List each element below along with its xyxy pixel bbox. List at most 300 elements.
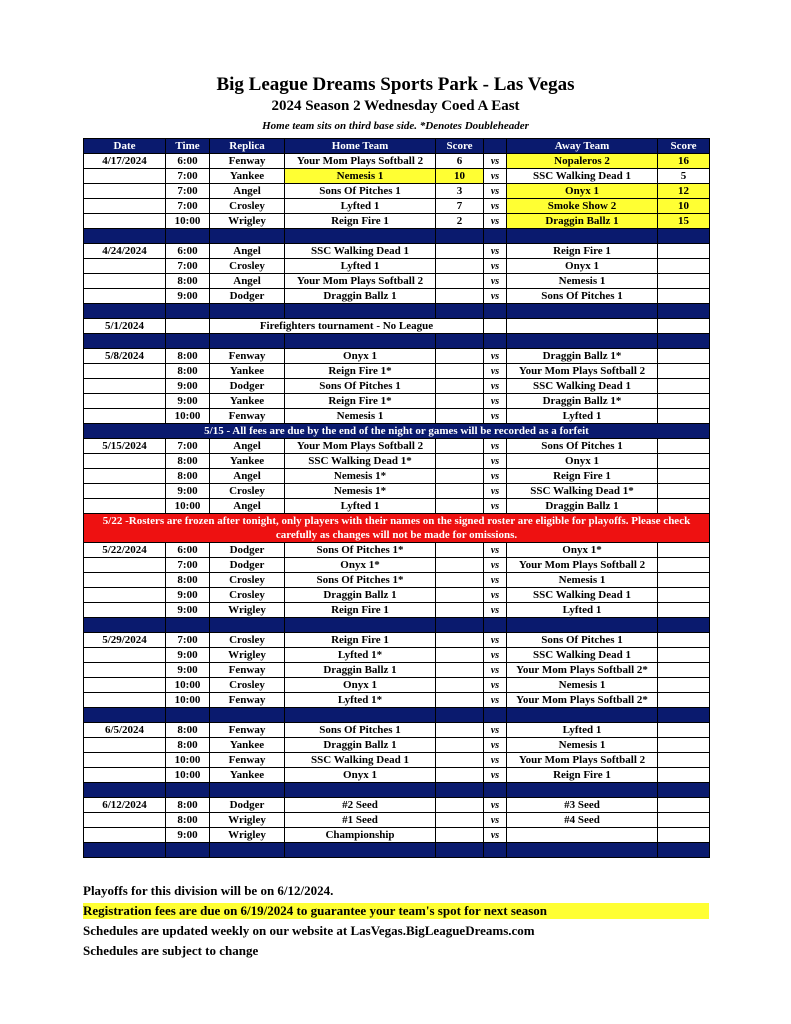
week-date: 5/1/2024 [84, 319, 166, 334]
vs-label: vs [484, 573, 507, 588]
game-time: 9:00 [166, 588, 210, 603]
game-field: Angel [210, 469, 285, 484]
separator-cell [484, 229, 507, 244]
home-score [436, 259, 484, 274]
empty-cell [166, 319, 210, 334]
table-row [84, 184, 710, 199]
header-replica: Replica [210, 139, 285, 154]
separator-cell [84, 304, 166, 319]
week-date: 6/5/2024 [84, 723, 166, 738]
away-score [658, 409, 710, 424]
home-score [436, 588, 484, 603]
away-team: Draggin Ballz 1 [507, 214, 658, 229]
footer-website: Schedules are updated weekly on our website at LasVegas.BigLeagueDreams.com [83, 923, 535, 938]
game-field: Wrigley [210, 648, 285, 663]
home-score [436, 723, 484, 738]
game-time: 7:00 [166, 169, 210, 184]
separator-cell [210, 708, 285, 723]
table-row [84, 319, 710, 334]
separator-cell [84, 783, 166, 798]
game-time: 10:00 [166, 214, 210, 229]
separator-cell [507, 618, 658, 633]
footer-playoffs: Playoffs for this division will be on 6/12/2024. [83, 883, 334, 898]
header-away-score: Score [658, 139, 710, 154]
game-time: 10:00 [166, 753, 210, 768]
week-date [84, 648, 166, 663]
game-field: Wrigley [210, 214, 285, 229]
vs-label: vs [484, 349, 507, 364]
separator-cell [658, 843, 710, 858]
header-vs [484, 139, 507, 154]
roster-freeze-banner-row [84, 514, 710, 543]
table-row [84, 469, 710, 484]
game-time: 8:00 [166, 738, 210, 753]
game-time: 7:00 [166, 439, 210, 454]
home-team: Onyx 1 [285, 349, 436, 364]
vs-label: vs [484, 274, 507, 289]
away-team: Draggin Ballz 1* [507, 349, 658, 364]
away-team: Nemesis 1 [507, 274, 658, 289]
vs-label: vs [484, 633, 507, 648]
away-score [658, 813, 710, 828]
game-field: Angel [210, 274, 285, 289]
home-team: Lyfted 1 [285, 199, 436, 214]
separator-cell [166, 229, 210, 244]
away-score [658, 573, 710, 588]
game-field: Angel [210, 184, 285, 199]
header-away-team: Away Team [507, 139, 658, 154]
home-team: Your Mom Plays Softball 2 [285, 274, 436, 289]
away-team: #3 Seed [507, 798, 658, 813]
away-score [658, 603, 710, 618]
game-field: Yankee [210, 394, 285, 409]
separator-row [84, 304, 710, 319]
game-field: Fenway [210, 753, 285, 768]
away-score [658, 454, 710, 469]
home-team: Onyx 1 [285, 678, 436, 693]
game-time: 7:00 [166, 633, 210, 648]
table-row [84, 573, 710, 588]
schedule-note: Home team sits on third base side. *Denotes Doubleheader [262, 120, 529, 132]
table-row [84, 244, 710, 259]
away-score [658, 289, 710, 304]
home-score [436, 813, 484, 828]
home-score [436, 798, 484, 813]
vs-label: vs [484, 244, 507, 259]
game-time: 10:00 [166, 693, 210, 708]
game-field: Fenway [210, 154, 285, 169]
away-score [658, 558, 710, 573]
home-score [436, 633, 484, 648]
footer-registration: Registration fees are due on 6/19/2024 to guarantee your team's spot for next season [83, 903, 709, 919]
week-notice: Firefighters tournament - No League [210, 319, 484, 334]
game-field: Crosley [210, 573, 285, 588]
away-team: Lyfted 1 [507, 723, 658, 738]
separator-cell [436, 708, 484, 723]
vs-label: vs [484, 663, 507, 678]
home-team: SSC Walking Dead 1* [285, 454, 436, 469]
vs-label: vs [484, 798, 507, 813]
roster-freeze-banner: 5/22 -Rosters are frozen after tonight, only players with their names on the signed roster are eligible for playoffs. Please check carefully as changes will not be made for omissions. [84, 514, 710, 543]
away-score [658, 588, 710, 603]
separator-cell [210, 843, 285, 858]
vs-label: vs [484, 259, 507, 274]
schedule-table [83, 138, 710, 858]
week-date [84, 558, 166, 573]
vs-label: vs [484, 184, 507, 199]
game-field: Dodger [210, 289, 285, 304]
game-time: 9:00 [166, 394, 210, 409]
game-field: Dodger [210, 558, 285, 573]
game-time: 7:00 [166, 558, 210, 573]
game-time: 6:00 [166, 543, 210, 558]
table-row [84, 214, 710, 229]
home-score [436, 274, 484, 289]
table-header-row [84, 139, 710, 154]
away-team: Reign Fire 1 [507, 469, 658, 484]
home-score [436, 693, 484, 708]
away-team: Nemesis 1 [507, 738, 658, 753]
table-row [84, 349, 710, 364]
vs-label: vs [484, 199, 507, 214]
away-team: SSC Walking Dead 1 [507, 169, 658, 184]
week-date [84, 289, 166, 304]
game-field: Yankee [210, 738, 285, 753]
away-score [658, 648, 710, 663]
separator-cell [285, 304, 436, 319]
vs-label: vs [484, 768, 507, 783]
footer-subject: Schedules are subject to change [83, 943, 259, 958]
week-date: 4/17/2024 [84, 154, 166, 169]
away-team: Lyfted 1 [507, 603, 658, 618]
home-score [436, 753, 484, 768]
home-score [436, 379, 484, 394]
game-time: 9:00 [166, 379, 210, 394]
week-date [84, 394, 166, 409]
separator-cell [285, 229, 436, 244]
week-date: 4/24/2024 [84, 244, 166, 259]
vs-label: vs [484, 379, 507, 394]
game-field: Fenway [210, 349, 285, 364]
separator-cell [658, 334, 710, 349]
separator-cell [166, 843, 210, 858]
game-time: 6:00 [166, 154, 210, 169]
separator-cell [484, 334, 507, 349]
away-team: Smoke Show 2 [507, 199, 658, 214]
home-team: Reign Fire 1* [285, 364, 436, 379]
vs-label: vs [484, 394, 507, 409]
away-score [658, 379, 710, 394]
table-row [84, 753, 710, 768]
home-score [436, 289, 484, 304]
table-row [84, 543, 710, 558]
table-row [84, 693, 710, 708]
vs-label: vs [484, 603, 507, 618]
home-score [436, 648, 484, 663]
table-row [84, 499, 710, 514]
separator-cell [210, 229, 285, 244]
week-date [84, 573, 166, 588]
separator-cell [484, 708, 507, 723]
home-score [436, 828, 484, 843]
week-date [84, 603, 166, 618]
table-row [84, 558, 710, 573]
home-team: SSC Walking Dead 1 [285, 753, 436, 768]
home-score [436, 573, 484, 588]
home-team: #1 Seed [285, 813, 436, 828]
week-date [84, 409, 166, 424]
home-score [436, 543, 484, 558]
table-row [84, 768, 710, 783]
game-time: 10:00 [166, 499, 210, 514]
table-row [84, 738, 710, 753]
game-time: 10:00 [166, 678, 210, 693]
home-team: Lyfted 1* [285, 648, 436, 663]
table-row [84, 439, 710, 454]
separator-cell [436, 618, 484, 633]
game-time: 6:00 [166, 244, 210, 259]
home-score [436, 469, 484, 484]
away-team: #4 Seed [507, 813, 658, 828]
away-score [658, 394, 710, 409]
away-team: Sons Of Pitches 1 [507, 439, 658, 454]
game-field: Angel [210, 244, 285, 259]
away-score [658, 723, 710, 738]
table-row [84, 648, 710, 663]
away-score [658, 828, 710, 843]
table-row [84, 813, 710, 828]
week-date [84, 169, 166, 184]
fees-banner: 5/15 - All fees are due by the end of the night or games will be recorded as a forfeit [84, 424, 710, 439]
week-date [84, 499, 166, 514]
home-team: SSC Walking Dead 1 [285, 244, 436, 259]
game-field: Wrigley [210, 828, 285, 843]
separator-cell [484, 618, 507, 633]
home-team: Sons Of Pitches 1 [285, 184, 436, 199]
away-team: Onyx 1 [507, 184, 658, 199]
week-date [84, 813, 166, 828]
home-team: Championship [285, 828, 436, 843]
header-time: Time [166, 139, 210, 154]
separator-cell [658, 618, 710, 633]
home-team: Lyfted 1* [285, 693, 436, 708]
vs-label: vs [484, 648, 507, 663]
away-score [658, 364, 710, 379]
game-time: 9:00 [166, 828, 210, 843]
away-score: 12 [658, 184, 710, 199]
home-team: Nemesis 1* [285, 484, 436, 499]
away-team: Sons Of Pitches 1 [507, 289, 658, 304]
game-field: Yankee [210, 768, 285, 783]
separator-cell [658, 229, 710, 244]
home-score: 10 [436, 169, 484, 184]
away-score [658, 499, 710, 514]
separator-cell [507, 334, 658, 349]
table-row [84, 633, 710, 648]
away-score [658, 484, 710, 499]
home-score [436, 454, 484, 469]
table-row [84, 409, 710, 424]
vs-label: vs [484, 154, 507, 169]
week-date [84, 364, 166, 379]
fees-banner-row [84, 424, 710, 439]
week-date [84, 379, 166, 394]
vs-label: vs [484, 558, 507, 573]
home-score [436, 244, 484, 259]
away-team: SSC Walking Dead 1 [507, 648, 658, 663]
table-row [84, 394, 710, 409]
game-time: 7:00 [166, 184, 210, 199]
separator-cell [84, 708, 166, 723]
game-field: Crosley [210, 588, 285, 603]
game-time: 8:00 [166, 364, 210, 379]
away-team: Reign Fire 1 [507, 768, 658, 783]
away-score [658, 633, 710, 648]
game-time: 9:00 [166, 484, 210, 499]
home-score: 6 [436, 154, 484, 169]
away-score [658, 798, 710, 813]
game-field: Crosley [210, 633, 285, 648]
home-team: Reign Fire 1* [285, 394, 436, 409]
vs-label: vs [484, 813, 507, 828]
away-team: Your Mom Plays Softball 2 [507, 753, 658, 768]
separator-cell [436, 334, 484, 349]
separator-cell [507, 304, 658, 319]
empty-cell [484, 319, 507, 334]
game-time: 8:00 [166, 454, 210, 469]
separator-cell [484, 843, 507, 858]
page-subtitle: 2024 Season 2 Wednesday Coed A East [271, 98, 520, 114]
table-row [84, 678, 710, 693]
home-team: Draggin Ballz 1 [285, 289, 436, 304]
table-row [84, 169, 710, 184]
separator-cell [285, 334, 436, 349]
home-score [436, 394, 484, 409]
home-score [436, 663, 484, 678]
separator-cell [84, 618, 166, 633]
home-team: Reign Fire 1 [285, 633, 436, 648]
game-field: Crosley [210, 199, 285, 214]
away-team: Nemesis 1 [507, 678, 658, 693]
game-time: 9:00 [166, 289, 210, 304]
home-team: Onyx 1 [285, 768, 436, 783]
away-team: Onyx 1* [507, 543, 658, 558]
away-score [658, 439, 710, 454]
home-team: Sons Of Pitches 1* [285, 543, 436, 558]
game-field: Dodger [210, 543, 285, 558]
separator-row [84, 334, 710, 349]
vs-label: vs [484, 364, 507, 379]
table-row [84, 588, 710, 603]
header-home-score: Score [436, 139, 484, 154]
separator-cell [436, 783, 484, 798]
away-score [658, 469, 710, 484]
game-field: Yankee [210, 364, 285, 379]
home-team: Nemesis 1* [285, 469, 436, 484]
separator-cell [484, 304, 507, 319]
game-time: 8:00 [166, 813, 210, 828]
separator-cell [507, 783, 658, 798]
away-team: Your Mom Plays Softball 2 [507, 364, 658, 379]
away-team: Onyx 1 [507, 259, 658, 274]
home-team: Sons Of Pitches 1 [285, 723, 436, 738]
game-field: Wrigley [210, 813, 285, 828]
vs-label: vs [484, 588, 507, 603]
game-field: Dodger [210, 798, 285, 813]
separator-cell [436, 843, 484, 858]
away-team: Nopaleros 2 [507, 154, 658, 169]
game-field: Fenway [210, 663, 285, 678]
table-row [84, 364, 710, 379]
week-date [84, 768, 166, 783]
home-team: Draggin Ballz 1 [285, 738, 436, 753]
game-time: 8:00 [166, 349, 210, 364]
week-date [84, 693, 166, 708]
away-score [658, 349, 710, 364]
separator-row [84, 708, 710, 723]
away-team: Sons Of Pitches 1 [507, 633, 658, 648]
table-row [84, 199, 710, 214]
away-team: SSC Walking Dead 1 [507, 379, 658, 394]
away-team: Your Mom Plays Softball 2* [507, 693, 658, 708]
vs-label: vs [484, 439, 507, 454]
game-time: 8:00 [166, 274, 210, 289]
separator-cell [658, 783, 710, 798]
separator-cell [484, 783, 507, 798]
table-row [84, 379, 710, 394]
separator-row [84, 618, 710, 633]
game-time: 10:00 [166, 768, 210, 783]
separator-cell [436, 229, 484, 244]
home-score [436, 768, 484, 783]
table-row [84, 723, 710, 738]
separator-row [84, 843, 710, 858]
vs-label: vs [484, 693, 507, 708]
table-row [84, 663, 710, 678]
separator-cell [210, 334, 285, 349]
vs-label: vs [484, 678, 507, 693]
home-team: Reign Fire 1 [285, 214, 436, 229]
home-score [436, 439, 484, 454]
game-time: 9:00 [166, 663, 210, 678]
game-time: 9:00 [166, 648, 210, 663]
away-team: Draggin Ballz 1* [507, 394, 658, 409]
week-date [84, 184, 166, 199]
game-field: Fenway [210, 723, 285, 738]
week-date [84, 274, 166, 289]
week-date [84, 259, 166, 274]
away-score [658, 768, 710, 783]
table-row [84, 484, 710, 499]
table-row [84, 154, 710, 169]
week-date [84, 469, 166, 484]
table-row [84, 828, 710, 843]
table-row [84, 289, 710, 304]
home-score: 7 [436, 199, 484, 214]
away-team [507, 828, 658, 843]
separator-cell [285, 708, 436, 723]
separator-cell [84, 229, 166, 244]
game-field: Angel [210, 439, 285, 454]
week-date [84, 828, 166, 843]
home-score [436, 558, 484, 573]
vs-label: vs [484, 169, 507, 184]
game-time: 7:00 [166, 259, 210, 274]
game-field: Crosley [210, 484, 285, 499]
game-field: Fenway [210, 693, 285, 708]
separator-cell [285, 783, 436, 798]
home-team: Lyfted 1 [285, 259, 436, 274]
